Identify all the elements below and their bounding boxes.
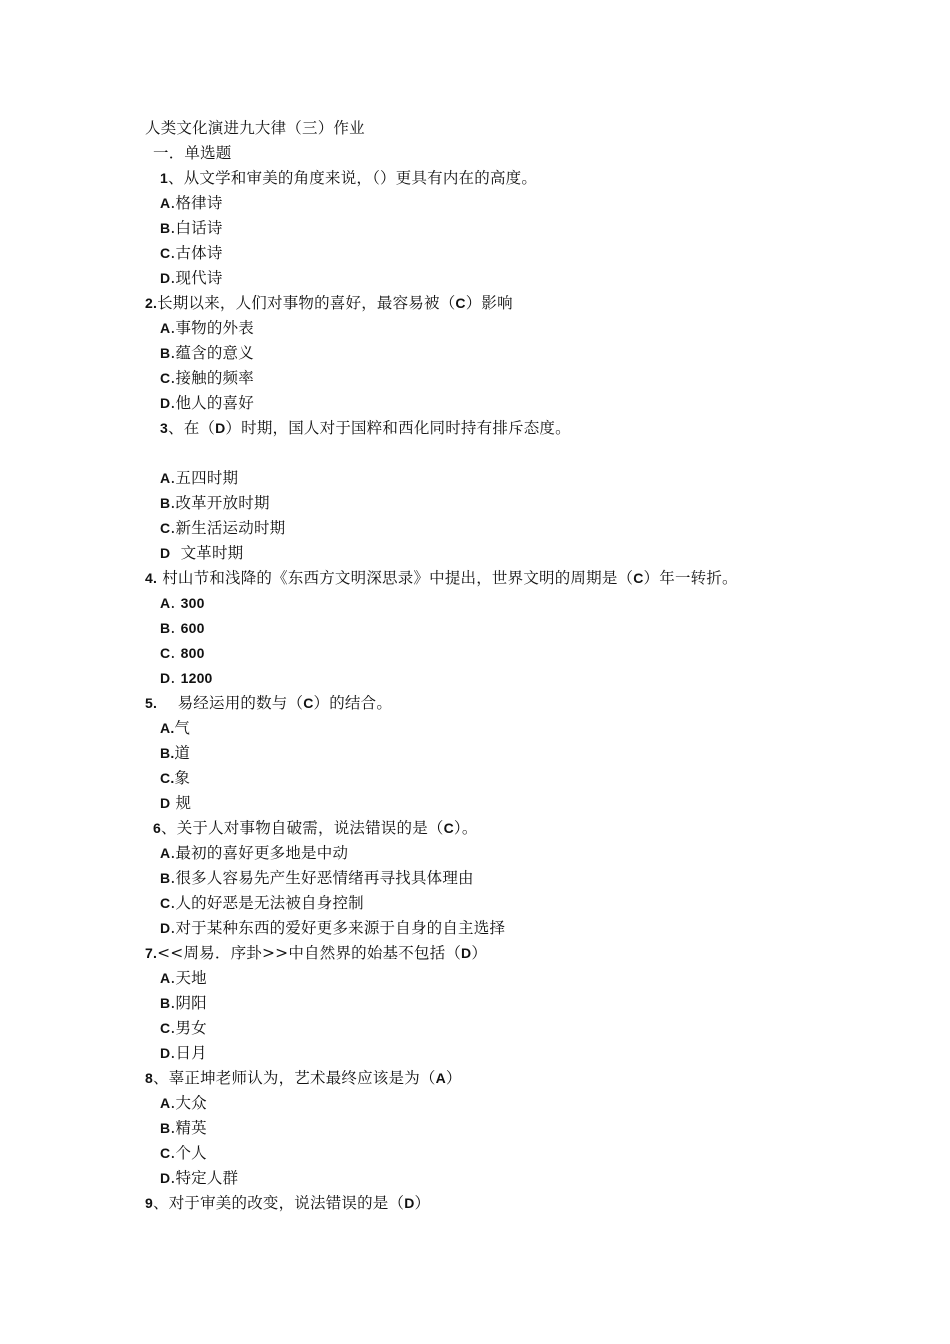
question-number-sep: 、 xyxy=(153,1194,169,1212)
option-sep: . xyxy=(170,244,176,262)
question-number: 3 xyxy=(160,420,168,436)
option-text: 最初的喜好更多地是中动 xyxy=(175,844,349,862)
option-letter: A xyxy=(160,320,171,336)
option-text: 白话诗 xyxy=(175,219,223,237)
question-text: 关于人对事物自破需，说法错误的是（ xyxy=(176,819,444,837)
option-text: 天地 xyxy=(175,969,207,987)
option-sep: . xyxy=(170,369,176,387)
option-letter: A xyxy=(160,195,171,211)
question-answer: A xyxy=(435,1070,446,1086)
question-answer: C xyxy=(443,820,454,836)
question-6 xyxy=(153,816,478,841)
option-text: 600 xyxy=(180,620,205,636)
option-sep: . xyxy=(170,1044,176,1062)
question-number: 1 xyxy=(160,170,168,186)
question-number-sep: . xyxy=(153,945,158,961)
option-text: 男女 xyxy=(175,1019,207,1037)
option-7-c xyxy=(160,1016,207,1041)
option-sep: . xyxy=(170,745,175,761)
question-number-sep: 、 xyxy=(168,419,184,437)
option-text: 改革开放时期 xyxy=(175,494,270,512)
question-number: 6 xyxy=(153,820,161,836)
option-text: 对于某种东西的爱好更多来源于自身的自主选择 xyxy=(175,919,506,937)
option-sep: . xyxy=(170,469,176,487)
option-4-d xyxy=(160,666,213,691)
option-letter: D xyxy=(160,545,171,561)
option-letter: B xyxy=(160,220,171,236)
option-text: 气 xyxy=(174,719,191,737)
option-letter: A xyxy=(160,845,171,861)
option-6-b xyxy=(160,866,474,891)
option-letter: C xyxy=(160,770,171,786)
question-answer: C xyxy=(455,295,466,311)
option-text: 格律诗 xyxy=(175,194,223,212)
question-answer: C xyxy=(303,695,314,711)
question-4 xyxy=(145,566,738,591)
question-number-sep: . xyxy=(153,570,158,586)
option-8-d xyxy=(160,1166,238,1191)
option-letter: D xyxy=(160,920,171,936)
option-4-c xyxy=(160,641,205,666)
question-number-sep: 、 xyxy=(153,1069,169,1087)
option-sep: . xyxy=(170,720,175,736)
question-number: 7 xyxy=(145,945,153,961)
option-sep: . xyxy=(170,669,176,687)
option-letter: C xyxy=(160,370,171,386)
option-sep: . xyxy=(170,344,176,362)
option-sep: . xyxy=(170,194,176,212)
option-sep: . xyxy=(170,1019,176,1037)
option-text: 大众 xyxy=(175,1094,207,1112)
option-letter: D xyxy=(160,795,171,811)
option-sep: . xyxy=(170,319,176,337)
option-1-a xyxy=(160,191,223,216)
option-letter: C xyxy=(160,895,171,911)
option-sep: . xyxy=(170,519,176,537)
option-letter: D xyxy=(160,670,171,686)
question-7 xyxy=(145,941,487,966)
option-sep: . xyxy=(170,1144,176,1162)
option-5-b xyxy=(160,741,190,766)
question-text-end: ）时期，国人对于国粹和西化同时持有排斥态度。 xyxy=(225,419,571,437)
option-text: 人的好恶是无法被自身控制 xyxy=(175,894,364,912)
option-text: 很多人容易先产生好恶情绪再寻找具体理由 xyxy=(175,869,474,887)
question-number: 9 xyxy=(145,1195,153,1211)
question-3 xyxy=(160,416,571,441)
option-sep: . xyxy=(170,594,176,612)
option-sep: . xyxy=(170,269,176,287)
option-text: 蕴含的意义 xyxy=(175,344,254,362)
option-sep: . xyxy=(170,969,176,987)
question-text: 在（ xyxy=(183,419,216,437)
question-text-end: ） xyxy=(414,1194,431,1212)
option-text: 古体诗 xyxy=(175,244,223,262)
option-3-b xyxy=(160,491,270,516)
option-text: 800 xyxy=(180,645,205,661)
option-letter: B xyxy=(160,620,171,636)
question-text-end: ）的结合。 xyxy=(313,694,393,712)
option-2-c xyxy=(160,366,254,391)
question-number: 4 xyxy=(145,570,153,586)
question-1 xyxy=(160,166,537,191)
option-text: 五四时期 xyxy=(175,469,239,487)
option-letter: A xyxy=(160,1095,171,1111)
question-text: 村山节和浅降的《东西方文明深思录》中提出，世界文明的周期是（ xyxy=(157,569,634,587)
document-title: 人类文化演进九大律（三）作业 xyxy=(145,119,365,137)
option-text: 接触的频率 xyxy=(175,369,254,387)
option-3-a xyxy=(160,466,238,491)
option-letter: B xyxy=(160,1120,171,1136)
option-text: 精英 xyxy=(175,1119,207,1137)
option-sep: . xyxy=(170,1169,176,1187)
question-9 xyxy=(145,1191,430,1216)
question-2 xyxy=(145,291,513,316)
option-text: 阴阳 xyxy=(175,994,207,1012)
option-text: 象 xyxy=(174,769,191,787)
option-1-b xyxy=(160,216,223,241)
option-text: 文革时期 xyxy=(180,544,244,562)
option-letter: B xyxy=(160,345,171,361)
question-text: <<周易．序卦>>中自然界的始基不包括（ xyxy=(157,944,462,962)
option-8-c xyxy=(160,1141,207,1166)
option-letter: A xyxy=(160,470,171,486)
option-sep: . xyxy=(170,1119,176,1137)
option-sep: . xyxy=(170,869,176,887)
option-letter: D xyxy=(160,395,171,411)
option-text: 道 xyxy=(174,744,191,762)
question-text-end: ）影响 xyxy=(465,294,513,312)
option-letter: D xyxy=(160,1170,171,1186)
question-number-sep: . xyxy=(153,695,158,711)
option-text: 1200 xyxy=(180,670,213,686)
option-7-b xyxy=(160,991,207,1016)
option-sep: . xyxy=(170,770,175,786)
question-answer: C xyxy=(633,570,644,586)
option-sep: . xyxy=(170,894,176,912)
option-1-d xyxy=(160,266,223,291)
option-text: 个人 xyxy=(175,1144,207,1162)
option-letter: C xyxy=(160,645,171,661)
option-letter: D xyxy=(160,1045,171,1061)
question-number-sep: 、 xyxy=(168,169,184,187)
question-text: 辜正坤老师认为，艺术最终应该是为（ xyxy=(168,1069,436,1087)
question-answer: D xyxy=(215,420,226,436)
option-letter: B xyxy=(160,745,171,761)
option-letter: D xyxy=(160,270,171,286)
question-text: 易经运用的数与（ xyxy=(157,694,304,712)
question-number: 8 xyxy=(145,1070,153,1086)
option-letter: C xyxy=(160,1145,171,1161)
question-text-end: ）年一转折。 xyxy=(643,569,738,587)
option-6-c xyxy=(160,891,364,916)
option-sep: . xyxy=(170,1094,176,1112)
option-letter: C xyxy=(160,245,171,261)
question-5 xyxy=(145,691,392,716)
option-text: 事物的外表 xyxy=(175,319,254,337)
option-2-b xyxy=(160,341,254,366)
option-letter: A xyxy=(160,595,171,611)
option-5-c xyxy=(160,766,190,791)
option-sep: . xyxy=(170,494,176,512)
question-answer: D xyxy=(461,945,472,961)
option-letter: A xyxy=(160,720,171,736)
option-text: 日月 xyxy=(175,1044,207,1062)
option-sep: . xyxy=(170,219,176,237)
question-answer: D xyxy=(404,1195,415,1211)
option-1-c xyxy=(160,241,223,266)
option-letter: A xyxy=(160,970,171,986)
question-text: 长期以来，人们对事物的喜好，最容易被（ xyxy=(157,294,456,312)
option-7-d xyxy=(160,1041,207,1066)
option-3-c xyxy=(160,516,285,541)
option-text: 规 xyxy=(175,794,192,812)
question-text: 对于审美的改变，说法错误的是（ xyxy=(168,1194,405,1212)
question-number: 5 xyxy=(145,695,153,711)
option-letter: B xyxy=(160,995,171,1011)
section-heading: 一．单选题 xyxy=(153,144,232,162)
option-sep: . xyxy=(170,619,176,637)
question-text-end: ） xyxy=(445,1069,462,1087)
option-2-d xyxy=(160,391,254,416)
question-8 xyxy=(145,1066,462,1091)
option-text: 特定人群 xyxy=(175,1169,239,1187)
option-sep: . xyxy=(170,394,176,412)
option-6-a xyxy=(160,841,348,866)
option-sep: . xyxy=(170,644,176,662)
question-number-sep: 、 xyxy=(161,819,177,837)
option-letter: B xyxy=(160,495,171,511)
option-4-a xyxy=(160,591,205,616)
option-letter: B xyxy=(160,870,171,886)
option-letter: C xyxy=(160,520,171,536)
question-number: 2 xyxy=(145,295,153,311)
option-text: 现代诗 xyxy=(175,269,223,287)
option-text: 新生活运动时期 xyxy=(175,519,286,537)
option-8-b xyxy=(160,1116,207,1141)
option-4-b xyxy=(160,616,205,641)
option-5-a xyxy=(160,716,190,741)
option-3-d xyxy=(160,541,243,566)
option-text: 300 xyxy=(180,595,205,611)
question-number-sep: . xyxy=(153,295,158,311)
question-text: 从文学和审美的角度来说，（）更具有内在的高度。 xyxy=(183,169,538,187)
option-6-d xyxy=(160,916,505,941)
option-2-a xyxy=(160,316,254,341)
option-letter: C xyxy=(160,1020,171,1036)
question-text-end: ） xyxy=(471,944,488,962)
option-sep: . xyxy=(170,844,176,862)
option-8-a xyxy=(160,1091,207,1116)
option-text: 他人的喜好 xyxy=(175,394,254,412)
option-5-d xyxy=(160,791,191,816)
question-text-end: ）。 xyxy=(453,819,478,837)
option-7-a xyxy=(160,966,207,991)
option-sep: . xyxy=(170,919,176,937)
option-sep: . xyxy=(170,994,176,1012)
